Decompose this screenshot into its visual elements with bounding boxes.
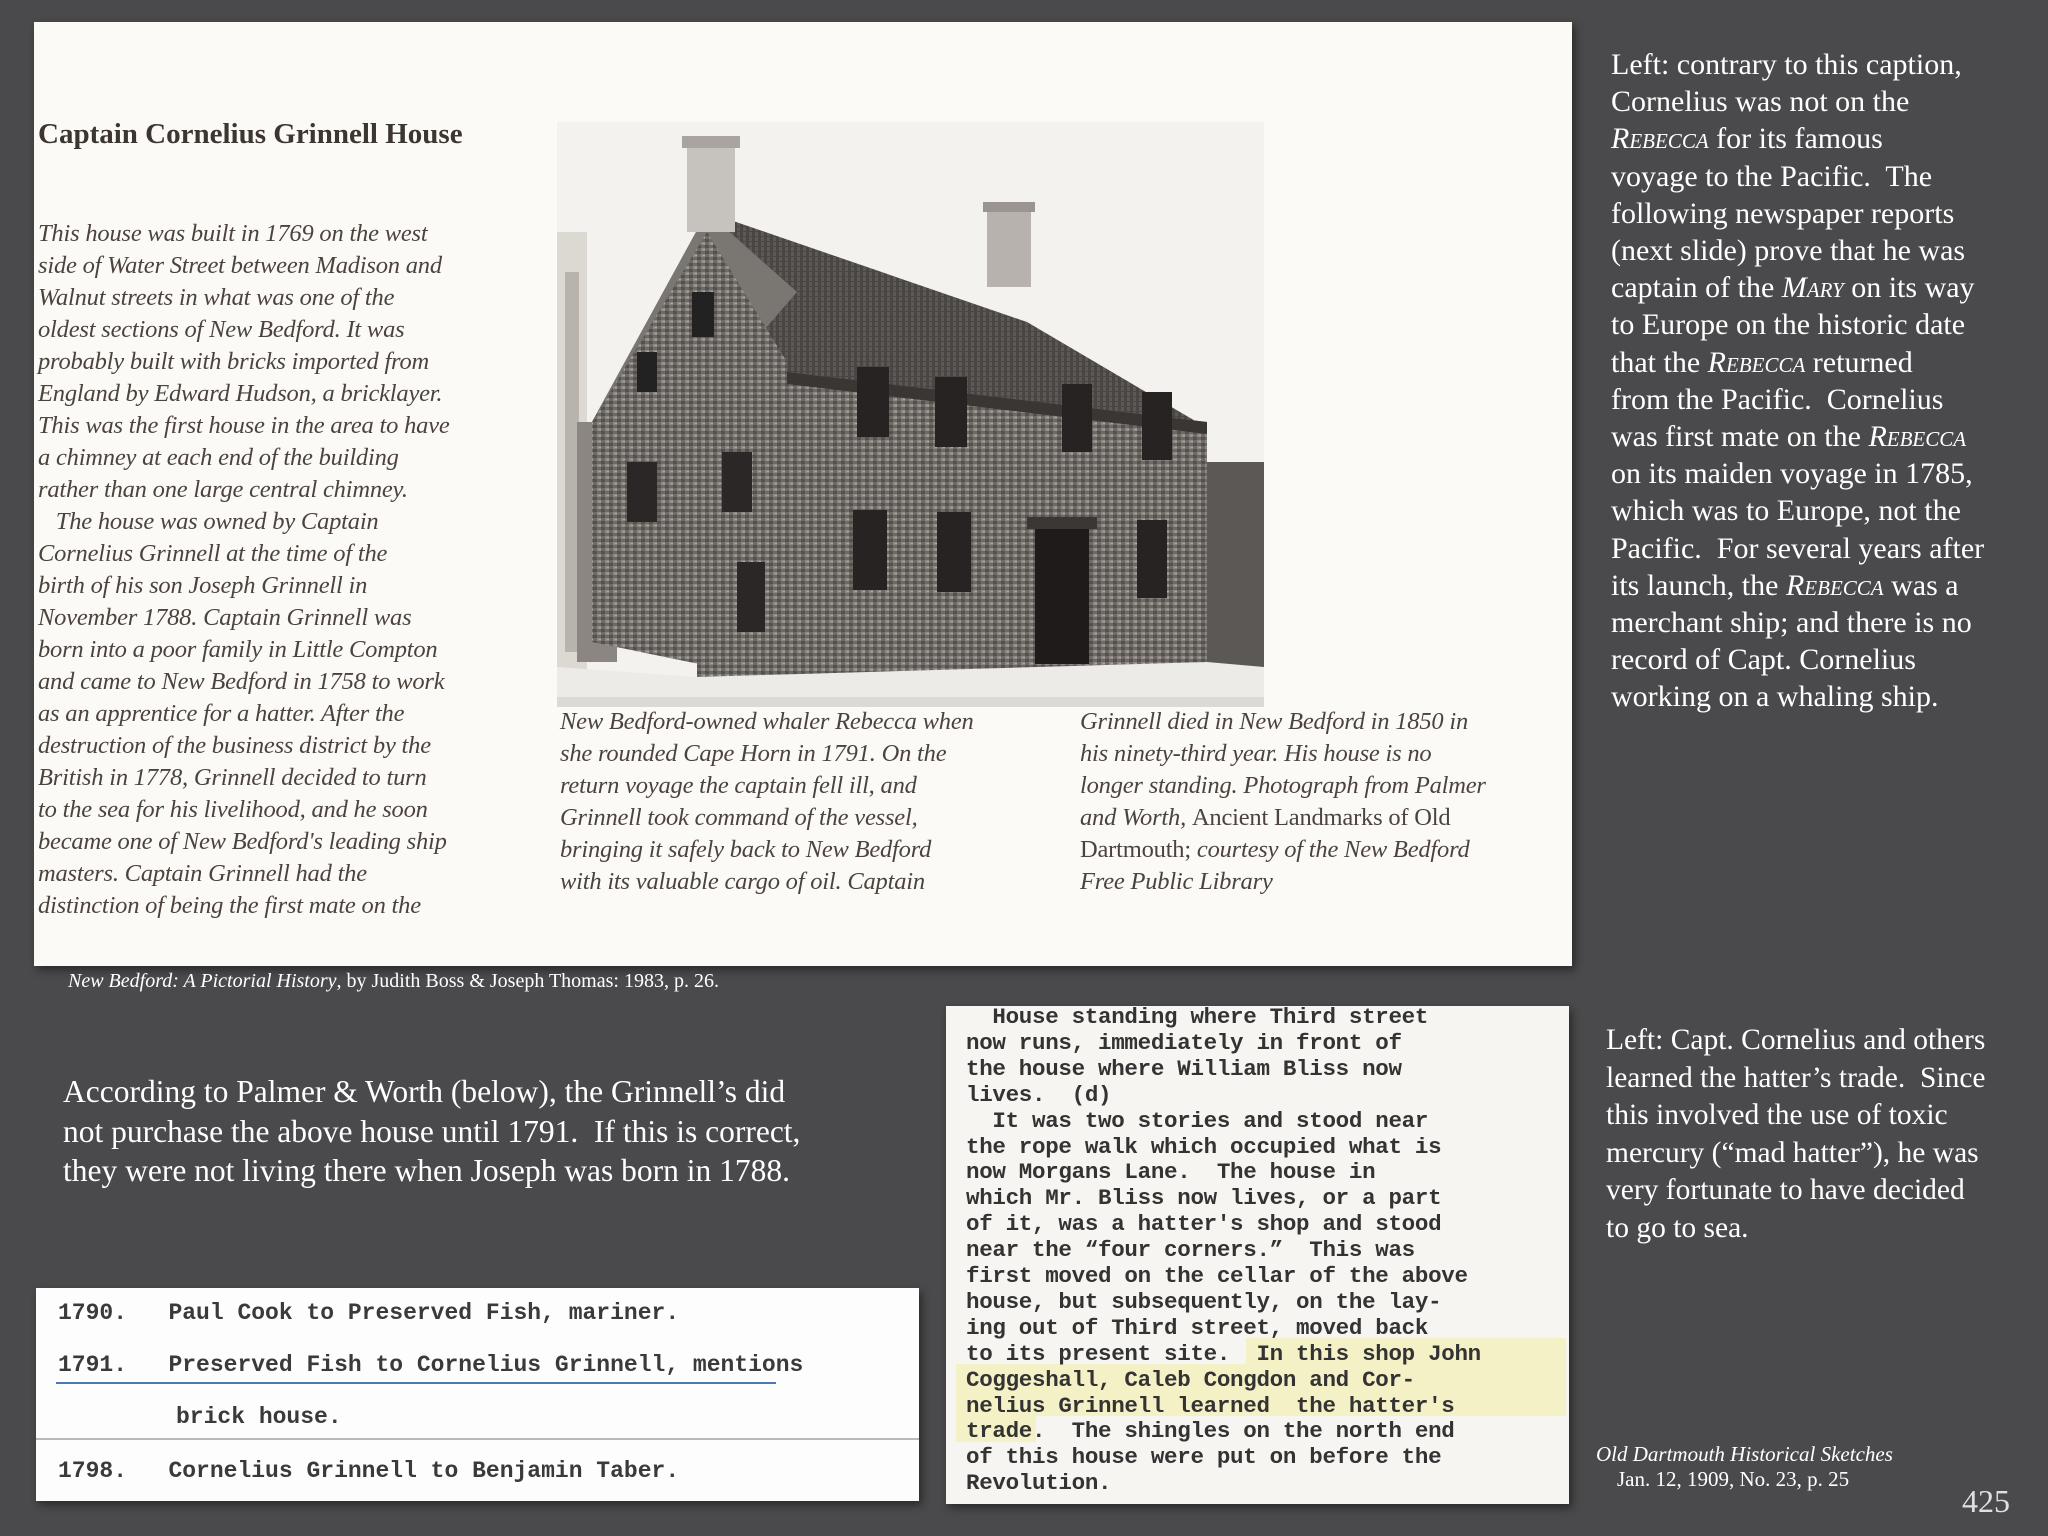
scan-text-line: she rounded Cape Horn in 1791. On the <box>560 740 947 767</box>
scan-text-line: a chimney at each end of the building <box>38 444 399 471</box>
note2-line: to go to sea. <box>1606 1211 1749 1244</box>
note1-line: record of Capt. Cornelius <box>1611 643 1916 677</box>
note1-line: captain of the <box>1611 271 1782 305</box>
scan-text-line: probably built with bricks imported from <box>38 348 430 375</box>
scan-text-line: The house was owned by Captain <box>38 508 379 535</box>
col3-line-2: his ninety-third year. His house is no <box>1080 740 1432 767</box>
note1-line: working on a whaling ship. <box>1611 680 1939 714</box>
note1-line: to Europe on the historic date <box>1611 308 1966 342</box>
highlight-underline <box>56 1382 776 1384</box>
scan-text-line: side of Water Street between Madison and <box>38 252 442 279</box>
divider <box>36 1438 919 1440</box>
scan-text-line: oldest sections of New Bedford. It was <box>38 316 405 343</box>
clipping-line: house, but subsequently, on the lay- <box>966 1288 1442 1315</box>
deed-records-scan <box>36 1288 919 1501</box>
deed-text: Paul Cook to Preserved Fish, mariner. <box>168 1300 680 1326</box>
house-photograph <box>557 122 1264 707</box>
sketches-source <box>1596 1442 1893 1492</box>
scan-text-line: bringing it safely back to New Bedford <box>560 836 932 863</box>
note1-line: Cornelius was not on the <box>1611 85 1910 119</box>
note2-line: very fortunate to have decided <box>1606 1174 1965 1206</box>
middle-note-line: not purchase the above house until 1791. If this is correct, <box>63 1113 801 1149</box>
right-note-caption-correction <box>1611 46 1984 716</box>
note1-line: merchant ship; and there is no <box>1611 606 1972 640</box>
scan-text-line: and came to New Bedford in 1758 to work <box>38 668 445 695</box>
scan-text-line: This was the first house in the area to have <box>38 412 450 439</box>
deed-row-4 <box>58 1458 679 1484</box>
scan-column-3 <box>1080 706 1486 898</box>
scan-text-line: to the sea for his livelihood, and he soon <box>38 796 428 823</box>
note1-line: its launch, the <box>1611 568 1786 602</box>
credit-title: New Bedford: A Pictorial History <box>68 970 337 992</box>
clipping-line: It was two stories and stood near <box>966 1107 1429 1134</box>
scan-text-line: Walnut streets in what was one of the <box>38 284 395 311</box>
clipping-line: Revolution. <box>966 1470 1112 1497</box>
scan-column-2 <box>560 706 974 898</box>
scan-text-line: with its valuable cargo of oil. Captain <box>560 868 925 895</box>
clipping-line: now runs, immediately in front of <box>966 1029 1402 1056</box>
purchase-date-note <box>63 1072 800 1191</box>
ship-name: Rebecca <box>1868 420 1967 454</box>
clipping-line: nelius Grinnell learned the hatter's <box>966 1392 1455 1419</box>
scan-text-line: rather than one large central chimney. <box>38 476 408 503</box>
clipping-line: trade. The shingles on the north end <box>966 1418 1455 1445</box>
scan-text-line: return voyage the captain fell ill, and <box>560 772 917 799</box>
note2-line: Left: Capt. Cornelius and others <box>1606 1024 1986 1056</box>
scan-text-line: destruction of the business district by the <box>38 732 431 759</box>
clipping-line: Coggeshall, Caleb Congdon and Cor- <box>966 1366 1415 1393</box>
note1-line: Pacific. For several years after <box>1611 531 1985 565</box>
note1-line: voyage to the Pacific. The <box>1611 159 1933 193</box>
source-detail: Jan. 12, 1909, No. 23, p. 25 <box>1617 1467 1850 1491</box>
ship-name: Mary <box>1781 271 1844 305</box>
col3-line-4a: and Worth, <box>1080 804 1192 831</box>
col3-line-5a: Dartmouth; <box>1080 836 1197 863</box>
note1-line: following newspaper reports <box>1611 196 1955 230</box>
clipping-line: lives. (d) <box>966 1081 1112 1108</box>
clipping-line: which Mr. Bliss now lives, or a part <box>966 1185 1442 1212</box>
note1-line: from the Pacific. Cornelius <box>1611 382 1944 416</box>
newspaper-clipping <box>946 1006 1569 1504</box>
scan-text-line: born into a poor family in Little Compton <box>38 636 438 663</box>
clipping-line: to its present site. In this shop John <box>966 1340 1481 1367</box>
deed-text: Cornelius Grinnell to Benjamin Taber. <box>168 1458 680 1484</box>
clipping-line: House standing where Third street <box>966 1006 1429 1030</box>
note1-line: on its way <box>1843 271 1975 305</box>
middle-note-line: According to Palmer & Worth (below), the Grinnell’s did <box>63 1074 786 1109</box>
clipping-line: of it, was a hatter's shop and stood <box>966 1211 1442 1238</box>
note2-line: learned the hatter’s trade. Since <box>1606 1061 1986 1094</box>
clipping-line: first moved on the cellar of the above <box>966 1263 1468 1289</box>
clipping-line: the house where William Bliss now <box>966 1055 1402 1082</box>
note1-line: for its famous <box>1708 122 1883 156</box>
note1-line: Left: contrary to this caption, <box>1611 48 1962 81</box>
scan-text-line: became one of New Bedford's leading ship <box>38 828 447 855</box>
note1-line: (next slide) prove that he was <box>1611 234 1966 268</box>
scan-text-line: masters. Captain Grinnell had the <box>38 860 367 887</box>
note1-line: on its maiden voyage in 1785, <box>1611 457 1973 491</box>
clipping-line: ing out of Third street, moved back <box>966 1314 1429 1341</box>
note2-line: mercury (“mad hatter”), he was <box>1606 1136 1979 1169</box>
clipping-line: of this house were put on before the <box>966 1444 1442 1471</box>
book-page-scan <box>34 22 1572 966</box>
right-note-hatter <box>1606 1022 1986 1247</box>
deed-year: 1791. <box>58 1352 128 1378</box>
clipping-line: the rope walk which occupied what is <box>966 1133 1442 1160</box>
scan-text-line: This house was built in 1769 on the west <box>38 220 428 247</box>
clipping-line: now Morgans Lane. The house in <box>966 1159 1376 1186</box>
deed-row-1 <box>58 1300 679 1326</box>
col3-line-5b: courtesy of the New Bedford <box>1196 836 1470 863</box>
ship-name: Rebecca <box>1785 568 1884 602</box>
scan-column-1 <box>38 218 450 922</box>
note1-line: was first mate on the <box>1611 420 1869 454</box>
note1-line: that the <box>1611 345 1708 379</box>
col3-line-1: Grinnell died in New Bedford in 1850 in <box>1080 708 1469 735</box>
clipping-line: near the “four corners.” This was <box>966 1237 1415 1264</box>
ship-name: Rebecca <box>1707 345 1806 379</box>
middle-note-line: they were not living there when Joseph was born in 1788. <box>63 1153 790 1188</box>
source-title: Old Dartmouth Historical Sketches <box>1596 1442 1893 1466</box>
scan-text-line: distinction of being the first mate on the <box>38 892 421 919</box>
scan-text-line: New Bedford-owned whaler Rebecca when <box>560 708 974 735</box>
page-number: 425 <box>1962 1483 2010 1519</box>
deed-row-2 <box>58 1352 803 1378</box>
scan-text-line: as an apprentice for a hatter. After the <box>38 700 405 727</box>
scan-text-line: November 1788. Captain Grinnell was <box>38 604 412 631</box>
book-credit <box>68 970 719 993</box>
col3-line-6: Free Public Library <box>1080 868 1273 895</box>
deed-year: 1790. <box>58 1300 128 1326</box>
deed-row-3 <box>176 1404 342 1430</box>
scan-text-line: Cornelius Grinnell at the time of the <box>38 540 388 567</box>
credit-rest: , by Judith Boss & Joseph Thomas: 1983, p. 26. <box>336 970 719 992</box>
note1-line: returned <box>1805 345 1913 379</box>
note1-line: was a <box>1883 568 1959 602</box>
deed-text: Preserved Fish to Cornelius Grinnell, mentions <box>168 1352 804 1378</box>
note2-line: this involved the use of toxic <box>1606 1099 1948 1131</box>
col3-line-3: longer standing. Photograph from Palmer <box>1080 772 1486 799</box>
deed-year: 1798. <box>58 1458 128 1484</box>
scan-text-line: Grinnell took command of the vessel, <box>560 804 918 831</box>
ship-name: Rebecca <box>1611 122 1709 156</box>
note1-line: which was to Europe, not the <box>1611 494 1961 528</box>
scan-title: Captain Cornelius Grinnell House <box>38 118 463 150</box>
scan-text-line: British in 1778, Grinnell decided to turn <box>38 764 427 791</box>
deed-text: brick house. <box>176 1404 342 1430</box>
scan-text-line: England by Edward Hudson, a bricklayer. <box>38 380 443 407</box>
col3-line-4b: Ancient Landmarks of Old <box>1191 804 1451 831</box>
scan-text-line: birth of his son Joseph Grinnell in <box>38 572 368 599</box>
